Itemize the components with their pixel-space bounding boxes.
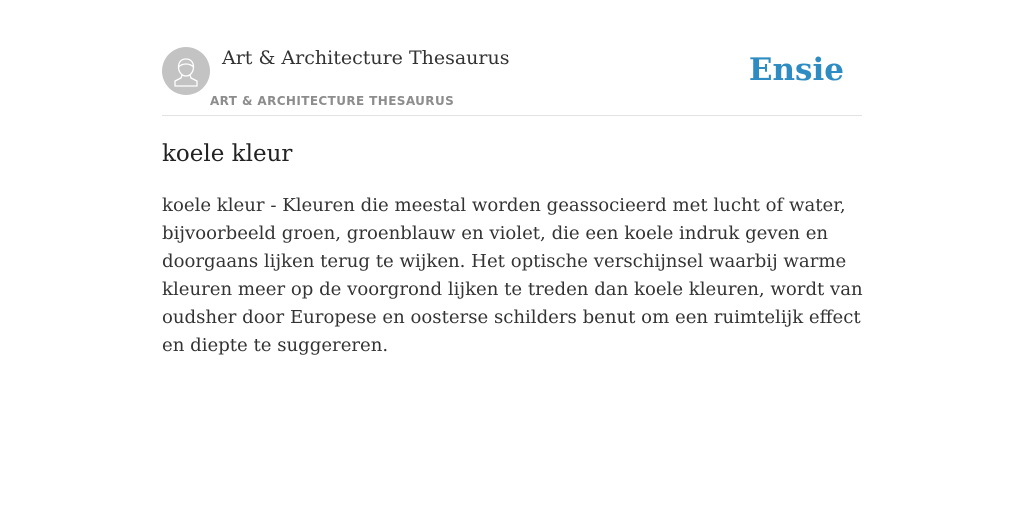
author-subtitle[interactable]: ART & ARCHITECTURE THESAURUS	[210, 94, 455, 108]
author-avatar[interactable]	[162, 47, 210, 95]
entry-container	[162, 0, 863, 356]
author-name[interactable]: Art & Architecture Thesaurus	[222, 47, 510, 69]
user-silhouette-icon	[162, 47, 210, 95]
term-title: koele kleur	[162, 141, 293, 167]
entry-header	[162, 0, 862, 116]
term-definition: koele kleur - Kleuren die meestal worden geassocieerd met lucht of water, bijvoorbeeld groen, groenblauw en violet, die een koele indruk geven en doorgaans lijken terug te wijken. Het optische verschijnsel waarbij warme kleuren meer op de voorgrond lijken te treden dan koele kleuren, wordt van oudsher door Europese en oosterse schilders benut om een ruimtelijk effect en diepte te suggereren.	[162, 195, 863, 356]
brand-logo[interactable]: Ensie	[748, 52, 844, 88]
